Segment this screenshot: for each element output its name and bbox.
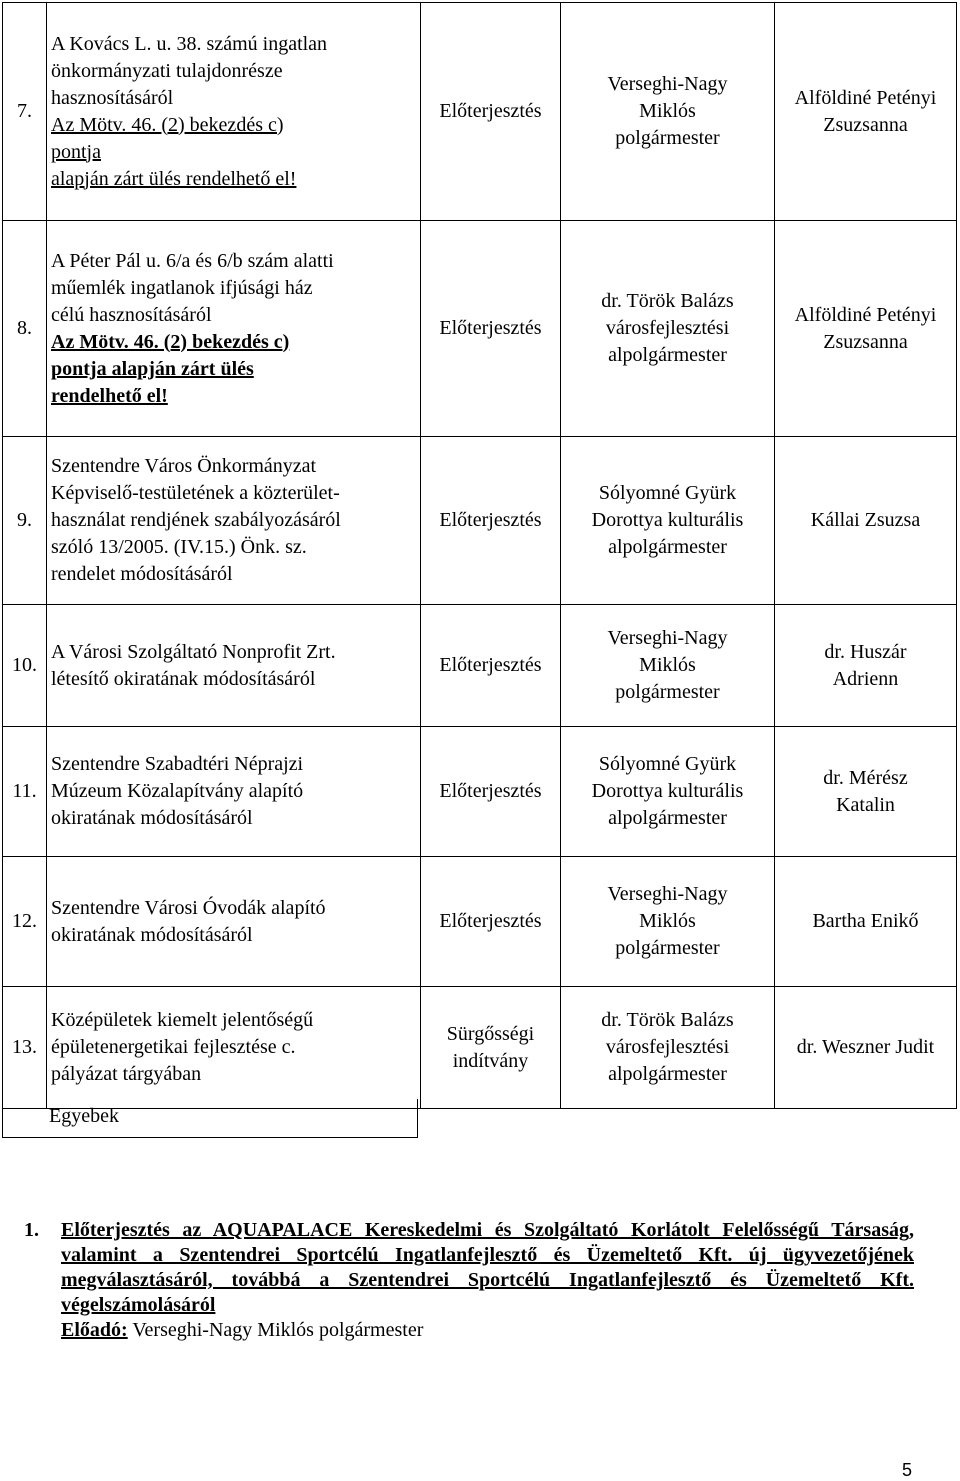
- row-type-text: Sürgősségi indítvány: [446, 1022, 535, 1072]
- row-type-text: Előterjesztés: [439, 100, 542, 122]
- row-preparer: [775, 727, 957, 857]
- title_lines-line: Szentendre Város Önkormányzat: [51, 455, 317, 477]
- row-presenter: [561, 3, 775, 221]
- row-preparer: [775, 857, 957, 987]
- title_lines-line: rendelet módosításáról: [51, 563, 233, 585]
- preparer_lines-line: Adrienn: [832, 667, 899, 690]
- row-number: [3, 3, 47, 221]
- agenda-row: [3, 3, 957, 221]
- title_lines-line: használat rendjének szabályozásáról: [51, 509, 341, 531]
- row-preparer: [775, 221, 957, 437]
- title_lines-line: A Városi Szolgáltató Nonprofit Zrt.: [51, 640, 336, 663]
- agenda-row: [3, 727, 957, 857]
- presenter_lines-line: városfejlesztési: [605, 317, 730, 339]
- row-title: [47, 605, 421, 727]
- title_lines-line: Múzeum Közalapítvány alapító: [51, 780, 304, 802]
- presenter_lines-line: Sólyomné Gyürk: [598, 482, 737, 504]
- row-type-text: Előterjesztés: [439, 509, 542, 531]
- row-presenter: [561, 727, 775, 857]
- row-presenter: [561, 857, 775, 987]
- row-title: [47, 221, 421, 437]
- preparer_lines-line: Alföldiné Petényi: [794, 303, 937, 326]
- title_lines-line: létesítő okiratának módosításáról: [51, 667, 316, 690]
- presenter_lines-line: alpolgármester: [608, 344, 727, 366]
- preparer_lines-line: Kállai Zsuzsa: [810, 509, 921, 531]
- note_lines-line: Az Mötv. 46. (2) bekezdés c): [51, 113, 284, 136]
- title_lines-line: Középületek kiemelt jelentőségű: [51, 1009, 314, 1031]
- title_lines-line: Szentendre Városi Óvodák alapító: [51, 896, 326, 919]
- row-number: [3, 987, 47, 1109]
- other-items-label: Egyebek: [49, 1105, 119, 1127]
- preparer_lines-line: Zsuzsanna: [823, 330, 908, 353]
- page-number: 5: [901, 1460, 912, 1480]
- agenda-row: [3, 221, 957, 437]
- title_lines-line: A Péter Pál u. 6/a és 6/b szám alatti: [51, 249, 334, 272]
- presenter_lines-line: Verseghi-Nagy: [607, 627, 728, 649]
- title_lines-line: okiratának módosításáról: [51, 807, 253, 829]
- row-title: [47, 727, 421, 857]
- presenter_lines-line: alpolgármester: [608, 1063, 727, 1085]
- row-presenter: [561, 605, 775, 727]
- preparer_lines-line: Katalin: [836, 793, 895, 816]
- title_lines-line: önkormányzati tulajdonrésze: [51, 59, 283, 82]
- row-type-text: Előterjesztés: [439, 654, 542, 676]
- title_lines-line: A Kovács L. u. 38. számú ingatlan: [51, 32, 328, 55]
- presenter-label: Előadó:: [61, 1319, 128, 1341]
- row-type: [421, 437, 561, 605]
- row-type: [421, 221, 561, 437]
- presenter_lines-line: városfejlesztési: [605, 1036, 730, 1058]
- agenda-row: [3, 437, 957, 605]
- row-number: [3, 437, 47, 605]
- presenter_lines-line: Miklós: [639, 100, 696, 122]
- note_lines-line: Az Mötv. 46. (2) bekezdés c): [51, 330, 290, 353]
- row-presenter: [561, 221, 775, 437]
- presenter_lines-line: alpolgármester: [608, 807, 727, 829]
- title_lines-line: Szentendre Szabadtéri Néprajzi: [51, 753, 304, 775]
- note_lines-line: pontja alapján zárt ülés: [51, 357, 254, 380]
- presenter_lines-line: Verseghi-Nagy: [607, 73, 728, 95]
- other-item-number: 1.: [24, 1219, 39, 1241]
- row-number: [3, 605, 47, 727]
- presenter_lines-line: alpolgármester: [608, 536, 727, 558]
- note_lines-line: alapján zárt ülés rendelhető el!: [51, 167, 297, 190]
- presenter_lines-line: Verseghi-Nagy: [607, 883, 728, 905]
- row-type: [421, 857, 561, 987]
- preparer_lines-line: dr. Mérész: [823, 766, 908, 789]
- row-type-text: Előterjesztés: [439, 317, 542, 339]
- row-number-text: 10.: [12, 654, 37, 676]
- row-number: [3, 727, 47, 857]
- row-preparer: [775, 987, 957, 1109]
- presenter_lines-line: dr. Török Balázs: [601, 290, 734, 312]
- preparer_lines-line: dr. Weszner Judit: [796, 1036, 935, 1058]
- row-type-text: Előterjesztés: [439, 910, 542, 932]
- presenter_lines-line: Dorottya kulturális: [591, 780, 744, 802]
- presenter_lines-line: polgármester: [615, 937, 720, 959]
- row-preparer: [775, 3, 957, 221]
- other-item-1: [24, 1218, 914, 1343]
- row-type-text: Előterjesztés: [439, 780, 542, 802]
- row-number-text: 13.: [12, 1036, 37, 1058]
- row-number-text: 7.: [17, 100, 32, 122]
- presenter_lines-line: polgármester: [615, 127, 720, 149]
- row-type: [421, 605, 561, 727]
- title_lines-line: okiratának módosításáról: [51, 923, 253, 946]
- agenda-row: [3, 987, 957, 1109]
- row-title: [47, 3, 421, 221]
- row-title: [47, 857, 421, 987]
- preparer_lines-line: Zsuzsanna: [823, 113, 908, 136]
- preparer_lines-line: Alföldiné Petényi: [794, 86, 937, 109]
- preparer_lines-line: Bartha Enikő: [812, 910, 919, 932]
- title_lines-line: hasznosításáról: [51, 86, 174, 109]
- row-number: [3, 857, 47, 987]
- row-preparer: [775, 605, 957, 727]
- title_lines-line: célú hasznosításáról: [51, 303, 212, 326]
- row-type: [421, 3, 561, 221]
- row-preparer: [775, 437, 957, 605]
- agenda-table: [2, 2, 957, 1109]
- row-title: [47, 987, 421, 1109]
- agenda-body: [3, 3, 957, 1109]
- title_lines-line: épületenergetikai fejlesztése c.: [51, 1036, 296, 1058]
- row-presenter: [561, 437, 775, 605]
- agenda-row: [3, 605, 957, 727]
- presenter_lines-line: Miklós: [639, 654, 696, 676]
- row-number-text: 12.: [12, 910, 37, 932]
- title_lines-line: Képviselő-testületének a közterület-: [51, 482, 340, 504]
- note_lines-line: pontja: [51, 140, 101, 163]
- note_lines-line: rendelhető el!: [51, 384, 168, 407]
- agenda-row: [3, 857, 957, 987]
- presenter_lines-line: Dorottya kulturális: [591, 509, 744, 531]
- other-item-title: Előterjesztés az AQUAPALACE Kereskedelmi és Szolgáltató Korlátolt Felelősségű Társaság, valamint a Szentendrei Sportcélú Ingatlanfejlesztő és Üzemeltető Kft. új ügyvezetőjének megválasztásáról, továbbá a Szentendrei Sportcélú Ingatlanfejlesztő és Üzemeltető Kft. végelszámolásáról: [61, 1219, 914, 1316]
- presenter-name: Verseghi-Nagy Miklós polgármester: [127, 1319, 424, 1341]
- presenter_lines-line: polgármester: [615, 681, 720, 703]
- other-items-box: [2, 1099, 418, 1138]
- row-type: [421, 987, 561, 1109]
- row-presenter: [561, 987, 775, 1109]
- presenter_lines-line: Miklós: [639, 910, 696, 932]
- row-number-text: 11.: [12, 780, 37, 802]
- row-number-text: 9.: [17, 509, 32, 531]
- row-number-text: 8.: [17, 317, 32, 339]
- preparer_lines-line: dr. Huszár: [824, 640, 907, 663]
- title_lines-line: szóló 13/2005. (IV.15.) Önk. sz.: [51, 536, 307, 558]
- presenter_lines-line: Sólyomné Gyürk: [598, 753, 737, 775]
- row-title: [47, 437, 421, 605]
- title_lines-line: pályázat tárgyában: [51, 1063, 202, 1085]
- other-item-presenter: [61, 1318, 914, 1343]
- row-type: [421, 727, 561, 857]
- row-number: [3, 221, 47, 437]
- presenter_lines-line: dr. Török Balázs: [601, 1009, 734, 1031]
- title_lines-line: műemlék ingatlanok ifjúsági ház: [51, 276, 313, 299]
